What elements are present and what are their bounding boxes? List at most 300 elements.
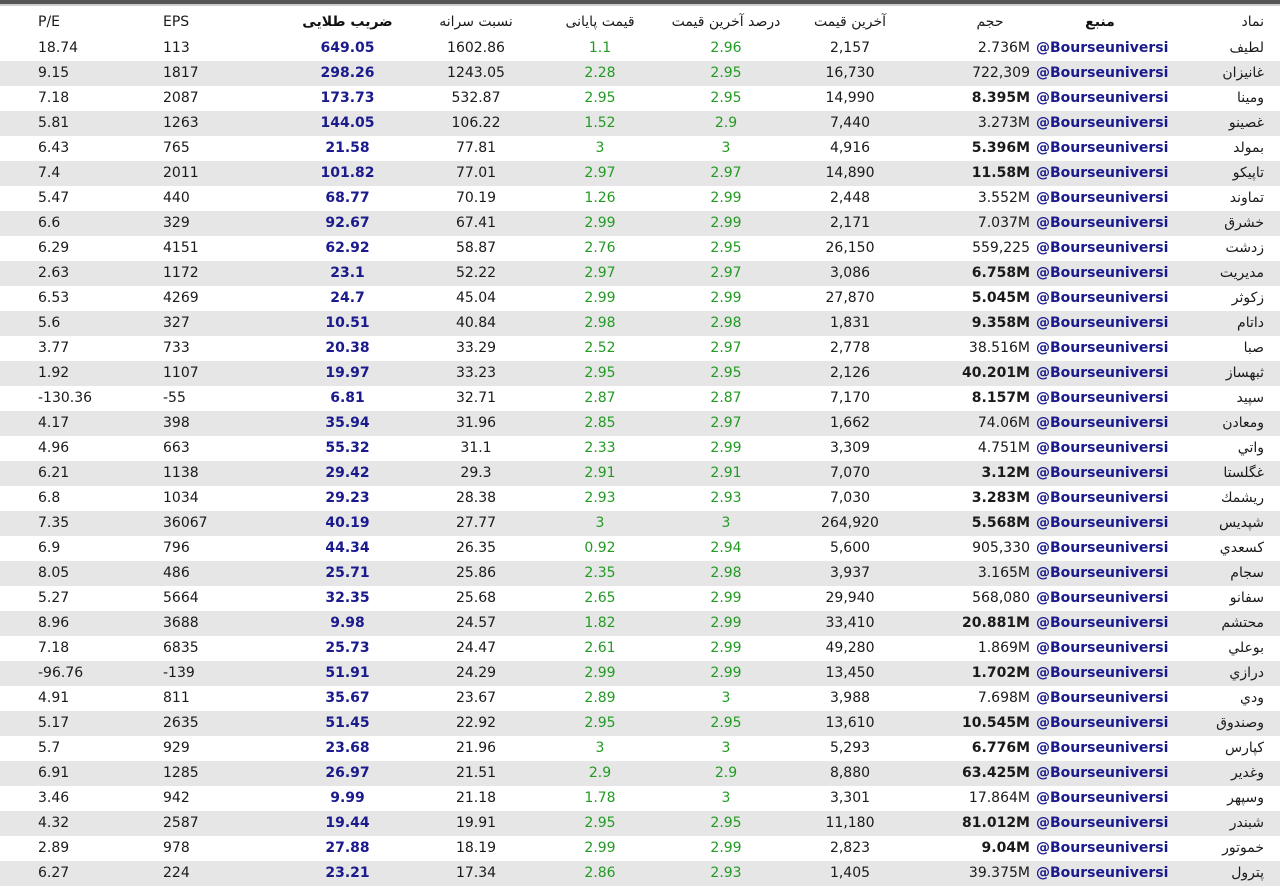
cell-source-link[interactable]: @Bourseuniversi [1036,290,1169,306]
cell-pe: 8.05 [38,565,70,581]
table-row[interactable] [0,486,1280,511]
cell-per-share: 18.19 [455,840,497,856]
cell-source-link[interactable]: @Bourseuniversi [1036,440,1169,456]
cell-last-price-pct: 2.99 [710,440,742,456]
table-row[interactable] [0,511,1280,536]
cell-namad[interactable]: مدیریت [1219,265,1264,281]
header-last-price[interactable]: آخرین قیمت [813,14,887,30]
cell-namad[interactable]: پترول [1231,865,1264,881]
cell-close-price: 2.28 [584,65,616,81]
cell-close-price: 2.9 [588,765,612,781]
cell-last-price: 8,880 [829,765,871,781]
cell-close-price: 2.95 [584,365,616,381]
cell-namad[interactable]: ثبهساز [1225,365,1264,381]
cell-source-link[interactable]: @Bourseuniversi [1036,740,1169,756]
cell-per-share: 1602.86 [447,40,505,56]
table-row[interactable] [0,586,1280,611]
cell-golden-ratio: 32.35 [325,590,370,606]
cell-namad[interactable]: سپید [1236,390,1264,406]
cell-last-price-pct: 3 [721,515,731,531]
cell-last-price-pct: 2.87 [710,390,742,406]
cell-namad[interactable]: ریشمك [1220,490,1264,506]
cell-source-link[interactable]: @Bourseuniversi [1036,65,1169,81]
cell-volume: 11.58M [971,165,1030,181]
cell-namad[interactable]: لطیف [1229,40,1264,56]
table-row[interactable] [0,361,1280,386]
cell-volume: 3.12M [981,465,1030,481]
cell-per-share: 70.19 [455,190,497,206]
cell-golden-ratio: 68.77 [325,190,370,206]
cell-last-price: 2,157 [829,40,871,56]
table-row[interactable] [0,811,1280,836]
cell-close-price: 2.95 [584,815,616,831]
cell-golden-ratio: 29.42 [325,465,370,481]
cell-volume: 39.375M [968,865,1030,881]
table-row[interactable] [0,286,1280,311]
cell-namad[interactable]: زکوثر [1231,290,1264,306]
cell-namad[interactable]: داتام [1237,315,1264,331]
cell-source-link[interactable]: @Bourseuniversi [1036,690,1169,706]
table-row[interactable] [0,111,1280,136]
table-row[interactable] [0,261,1280,286]
cell-namad[interactable]: شبندر [1229,815,1264,831]
cell-per-share: 58.87 [455,240,497,256]
cell-close-price: 1.26 [584,190,616,206]
cell-volume: 3.283M [971,490,1030,506]
cell-namad[interactable]: ودي [1240,690,1264,706]
cell-volume: 559,225 [972,240,1030,256]
cell-per-share: 33.23 [455,365,497,381]
cell-volume: 9.358M [971,315,1030,331]
table-header [0,6,1280,36]
cell-namad[interactable]: سفانو [1229,590,1264,606]
header-last-price-pct[interactable]: درصد آخرین قیمت [671,14,781,30]
cell-golden-ratio: 92.67 [325,215,370,231]
cell-pe: 6.8 [38,490,61,506]
cell-source-link[interactable]: @Bourseuniversi [1036,415,1169,431]
cell-source-link[interactable]: @Bourseuniversi [1036,615,1169,631]
cell-source-link[interactable]: @Bourseuniversi [1036,140,1169,156]
cell-source-link[interactable]: @Bourseuniversi [1036,40,1169,56]
cell-source-link[interactable]: @Bourseuniversi [1036,365,1169,381]
cell-volume: 9.04M [981,840,1030,856]
cell-eps: -139 [163,665,195,681]
cell-source-link[interactable]: @Bourseuniversi [1036,265,1169,281]
cell-namad[interactable]: كسعدي [1219,540,1264,556]
cell-eps: 398 [163,415,190,431]
cell-namad[interactable]: خموتور [1222,840,1264,856]
cell-namad[interactable]: بمولد [1233,140,1264,156]
cell-close-price: 0.92 [584,540,616,556]
cell-pe: 6.43 [38,140,70,156]
cell-eps: 36067 [163,515,208,531]
cell-golden-ratio: 19.44 [325,815,370,831]
table-row[interactable] [0,836,1280,861]
cell-last-price: 3,301 [829,790,871,806]
cell-source-link[interactable]: @Bourseuniversi [1036,640,1169,656]
cell-per-share: 25.68 [455,590,497,606]
table-row[interactable] [0,786,1280,811]
cell-pe: 6.21 [38,465,70,481]
cell-golden-ratio: 25.73 [325,640,370,656]
cell-source-link[interactable]: @Bourseuniversi [1036,315,1169,331]
cell-namad[interactable]: سجام [1230,565,1264,581]
cell-per-share: 77.81 [455,140,497,156]
cell-close-price: 2.99 [584,840,616,856]
cell-close-price: 2.89 [584,690,616,706]
cell-golden-ratio: 173.73 [320,90,375,106]
cell-per-share: 17.34 [455,865,497,881]
cell-golden-ratio: 144.05 [320,115,375,131]
cell-per-share: 21.51 [455,765,497,781]
cell-last-price-pct: 2.99 [710,290,742,306]
cell-eps: 2635 [163,715,199,731]
cell-source-link[interactable]: @Bourseuniversi [1036,240,1169,256]
header-close-price[interactable]: قیمت پایانی [565,14,635,30]
cell-volume: 74.06M [977,415,1030,431]
cell-pe: 5.17 [38,715,70,731]
cell-last-price-pct: 2.93 [710,865,742,881]
cell-eps: 327 [163,315,190,331]
cell-source-link[interactable]: @Bourseuniversi [1036,465,1169,481]
cell-last-price-pct: 3 [721,690,731,706]
cell-source-link[interactable]: @Bourseuniversi [1036,815,1169,831]
cell-namad[interactable]: تماوند [1229,190,1264,206]
cell-pe: 6.91 [38,765,70,781]
cell-golden-ratio: 298.26 [320,65,375,81]
cell-close-price: 3 [595,515,605,531]
header-pe[interactable]: P/E [38,14,61,30]
cell-eps: 6835 [163,640,199,656]
cell-eps: 5664 [163,590,199,606]
cell-namad[interactable]: واتي [1237,440,1264,456]
cell-golden-ratio: 101.82 [320,165,375,181]
cell-namad[interactable]: محتشم [1221,615,1264,631]
table-row[interactable] [0,436,1280,461]
cell-last-price: 2,171 [829,215,871,231]
cell-volume: 8.395M [971,90,1030,106]
cell-eps: 4151 [163,240,199,256]
cell-pe: 7.18 [38,640,70,656]
cell-volume: 722,309 [972,65,1030,81]
cell-volume: 568,080 [972,590,1030,606]
cell-volume: 1.869M [977,640,1030,656]
cell-last-price: 11,180 [825,815,875,831]
cell-golden-ratio: 23.1 [330,265,365,281]
cell-golden-ratio: 9.99 [330,790,365,806]
cell-last-price: 7,170 [829,390,871,406]
cell-namad[interactable]: تاپیکو [1232,165,1264,181]
cell-last-price: 1,405 [829,865,871,881]
cell-source-link[interactable]: @Bourseuniversi [1036,190,1169,206]
table-row[interactable] [0,311,1280,336]
cell-last-price-pct: 3 [721,790,731,806]
cell-per-share: 24.57 [455,615,497,631]
cell-per-share: 23.67 [455,690,497,706]
cell-close-price: 2.93 [584,490,616,506]
cell-close-price: 2.85 [584,415,616,431]
cell-eps: 1107 [163,365,199,381]
table-row[interactable] [0,536,1280,561]
cell-golden-ratio: 25.71 [325,565,370,581]
cell-eps: 3688 [163,615,199,631]
cell-last-price-pct: 2.97 [710,340,742,356]
top-divider [0,0,1280,4]
cell-volume: 1.702M [971,665,1030,681]
cell-pe: 5.27 [38,590,70,606]
cell-close-price: 2.87 [584,390,616,406]
cell-eps: 1263 [163,115,199,131]
table-row[interactable] [0,561,1280,586]
cell-last-price-pct: 2.99 [710,665,742,681]
cell-per-share: 45.04 [455,290,497,306]
cell-source-link[interactable]: @Bourseuniversi [1036,490,1169,506]
table-row[interactable] [0,236,1280,261]
cell-volume: 81.012M [962,815,1030,831]
cell-source-link[interactable]: @Bourseuniversi [1036,115,1169,131]
cell-last-price-pct: 2.91 [710,465,742,481]
cell-source-link[interactable]: @Bourseuniversi [1036,665,1169,681]
header-golden-ratio[interactable]: ضریب طلایی [302,14,393,30]
cell-volume: 5.045M [971,290,1030,306]
cell-last-price: 3,309 [829,440,871,456]
cell-close-price: 2.33 [584,440,616,456]
cell-volume: 10.545M [962,715,1030,731]
table-row[interactable] [0,711,1280,736]
cell-source-link[interactable]: @Bourseuniversi [1036,540,1169,556]
cell-last-price: 1,662 [829,415,871,431]
table-row[interactable] [0,411,1280,436]
cell-per-share: 67.41 [455,215,497,231]
cell-last-price: 49,280 [825,640,875,656]
cell-source-link[interactable]: @Bourseuniversi [1036,215,1169,231]
cell-last-price-pct: 2.98 [710,315,742,331]
cell-pe: 6.6 [38,215,61,231]
cell-pe: 3.46 [38,790,70,806]
cell-namad[interactable]: غانیزان [1222,65,1264,81]
table-row[interactable] [0,136,1280,161]
cell-eps: 811 [163,690,190,706]
cell-per-share: 52.22 [455,265,497,281]
table-row[interactable] [0,761,1280,786]
table-row[interactable] [0,336,1280,361]
cell-pe: 18.74 [38,40,79,56]
table-row[interactable] [0,861,1280,886]
table-row[interactable] [0,86,1280,111]
cell-close-price: 2.65 [584,590,616,606]
cell-close-price: 2.86 [584,865,616,881]
cell-golden-ratio: 51.45 [325,715,370,731]
cell-pe: 2.89 [38,840,70,856]
cell-namad[interactable]: كپارس [1224,740,1264,756]
table-row[interactable] [0,386,1280,411]
cell-eps: 1138 [163,465,199,481]
cell-per-share: 27.77 [455,515,497,531]
cell-eps: 2011 [163,165,199,181]
cell-pe: 5.47 [38,190,70,206]
cell-namad[interactable]: زدشت [1225,240,1264,256]
header-volume[interactable]: حجم [976,14,1004,30]
cell-pe: 4.96 [38,440,70,456]
cell-last-price: 264,920 [821,515,879,531]
cell-namad[interactable]: صبا [1243,340,1264,356]
cell-source-link[interactable]: @Bourseuniversi [1036,390,1169,406]
cell-last-price: 1,831 [829,315,871,331]
cell-volume: 3.165M [977,565,1030,581]
cell-volume: 20.881M [962,615,1030,631]
cell-pe: 5.7 [38,740,61,756]
cell-last-price: 7,030 [829,490,871,506]
cell-golden-ratio: 62.92 [325,240,370,256]
cell-golden-ratio: 35.94 [325,415,370,431]
cell-source-link[interactable]: @Bourseuniversi [1036,865,1169,881]
table-row[interactable] [0,636,1280,661]
cell-last-price: 14,990 [825,90,875,106]
cell-pe: 4.32 [38,815,70,831]
cell-eps: -55 [163,390,186,406]
cell-eps: 440 [163,190,190,206]
cell-close-price: 2.91 [584,465,616,481]
cell-per-share: 24.47 [455,640,497,656]
cell-last-price-pct: 2.95 [710,815,742,831]
cell-volume: 8.157M [971,390,1030,406]
cell-per-share: 19.91 [455,815,497,831]
table-row[interactable] [0,686,1280,711]
cell-source-link[interactable]: @Bourseuniversi [1036,790,1169,806]
cell-last-price-pct: 2.97 [710,165,742,181]
cell-last-price: 3,988 [829,690,871,706]
table-row[interactable] [0,161,1280,186]
cell-close-price: 2.99 [584,215,616,231]
cell-source-link[interactable]: @Bourseuniversi [1036,765,1169,781]
cell-pe: -96.76 [38,665,84,681]
cell-namad[interactable]: بوعلي [1228,640,1264,656]
cell-pe: 7.4 [38,165,61,181]
cell-close-price: 2.52 [584,340,616,356]
cell-namad[interactable]: غگلستا [1223,465,1264,481]
cell-pe: 6.9 [38,540,61,556]
cell-source-link[interactable]: @Bourseuniversi [1036,340,1169,356]
cell-per-share: 24.29 [455,665,497,681]
cell-eps: 733 [163,340,190,356]
cell-volume: 905,330 [972,540,1030,556]
cell-last-price: 27,870 [825,290,875,306]
cell-last-price: 7,440 [829,115,871,131]
cell-golden-ratio: 19.97 [325,365,370,381]
cell-eps: 1034 [163,490,199,506]
table-row[interactable] [0,461,1280,486]
cell-source-link[interactable]: @Bourseuniversi [1036,515,1169,531]
table-row[interactable] [0,611,1280,636]
cell-eps: 2587 [163,815,199,831]
cell-last-price-pct: 2.93 [710,490,742,506]
cell-close-price: 3 [595,140,605,156]
table-row[interactable] [0,661,1280,686]
cell-pe: 7.18 [38,90,70,106]
cell-pe: 4.17 [38,415,70,431]
cell-pe: -130.36 [38,390,93,406]
cell-close-price: 2.95 [584,90,616,106]
cell-pe: 7.35 [38,515,70,531]
cell-namad[interactable]: خشرق [1224,215,1264,231]
header-source[interactable]: منبع [1085,14,1115,30]
cell-last-price: 2,448 [829,190,871,206]
cell-close-price: 2.35 [584,565,616,581]
cell-last-price: 5,293 [829,740,871,756]
table-row[interactable] [0,736,1280,761]
cell-eps: 942 [163,790,190,806]
cell-eps: 978 [163,840,190,856]
cell-close-price: 1.1 [588,40,612,56]
cell-last-price-pct: 2.99 [710,190,742,206]
cell-golden-ratio: 26.97 [325,765,370,781]
cell-close-price: 1.52 [584,115,616,131]
cell-per-share: 21.96 [455,740,497,756]
header-eps[interactable]: EPS [163,14,190,30]
cell-close-price: 2.99 [584,665,616,681]
header-namad[interactable]: نماد [1241,14,1264,30]
cell-volume: 6.776M [971,740,1030,756]
header-per-share[interactable]: نسبت سرانه [439,14,513,30]
cell-volume: 63.425M [962,765,1030,781]
cell-source-link[interactable]: @Bourseuniversi [1036,840,1169,856]
cell-source-link[interactable]: @Bourseuniversi [1036,590,1169,606]
table-row[interactable] [0,61,1280,86]
cell-close-price: 1.78 [584,790,616,806]
cell-golden-ratio: 6.81 [330,390,365,406]
cell-per-share: 28.38 [455,490,497,506]
cell-per-share: 532.87 [451,90,501,106]
cell-per-share: 22.92 [455,715,497,731]
cell-per-share: 26.35 [455,540,497,556]
cell-golden-ratio: 649.05 [320,40,375,56]
cell-volume: 3.273M [977,115,1030,131]
cell-golden-ratio: 23.68 [325,740,370,756]
cell-close-price: 3 [595,740,605,756]
cell-last-price-pct: 2.9 [714,765,738,781]
cell-per-share: 32.71 [455,390,497,406]
cell-source-link[interactable]: @Bourseuniversi [1036,165,1169,181]
cell-source-link[interactable]: @Bourseuniversi [1036,90,1169,106]
cell-namad[interactable]: وغدير [1230,765,1264,781]
cell-golden-ratio: 23.21 [325,865,370,881]
cell-namad[interactable]: درازي [1229,665,1264,681]
cell-pe: 5.81 [38,115,70,131]
cell-namad[interactable]: وصندوق [1216,715,1264,731]
cell-namad[interactable]: ومعادن [1222,415,1264,431]
table-row[interactable] [0,36,1280,61]
cell-golden-ratio: 9.98 [330,615,365,631]
cell-namad[interactable]: غصینو [1228,115,1264,131]
cell-last-price-pct: 2.94 [710,540,742,556]
cell-golden-ratio: 35.67 [325,690,370,706]
cell-last-price: 33,410 [825,615,875,631]
cell-pe: 8.96 [38,615,70,631]
cell-last-price-pct: 2.99 [710,590,742,606]
cell-volume: 40.201M [962,365,1030,381]
cell-namad[interactable]: ومینا [1237,90,1264,106]
cell-last-price-pct: 3 [721,740,731,756]
cell-namad[interactable]: شپدیس [1218,515,1264,531]
cell-close-price: 2.99 [584,290,616,306]
cell-namad[interactable]: وسپهر [1227,790,1264,806]
cell-source-link[interactable]: @Bourseuniversi [1036,565,1169,581]
table-row[interactable] [0,211,1280,236]
cell-per-share: 33.29 [455,340,497,356]
table-row[interactable] [0,186,1280,211]
cell-source-link[interactable]: @Bourseuniversi [1036,715,1169,731]
cell-per-share: 25.86 [455,565,497,581]
